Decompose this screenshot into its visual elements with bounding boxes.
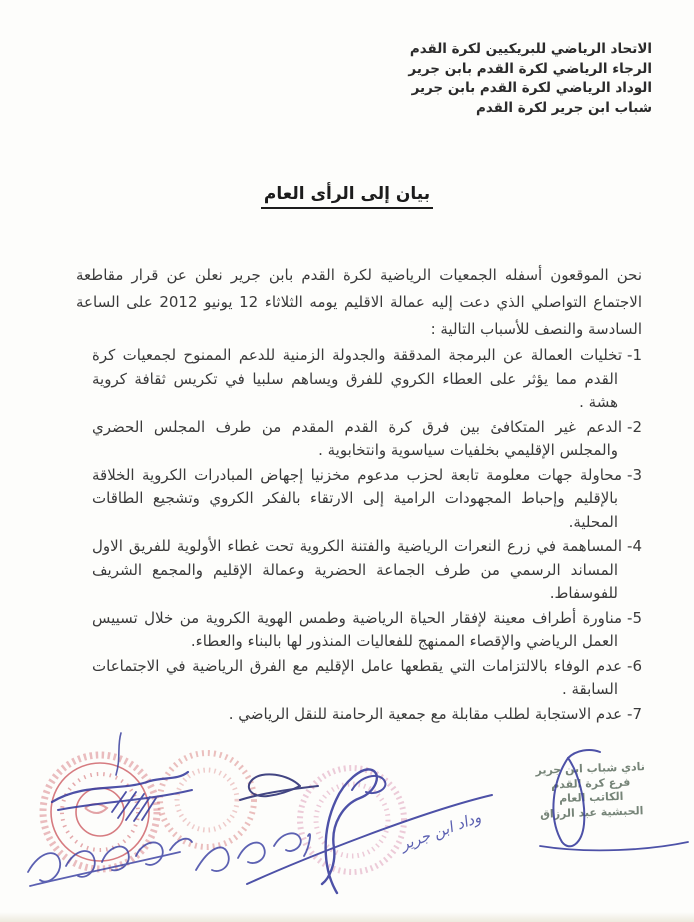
reason-text: محاولة جهات معلومة تابعة لحزب مدعوم مخزنيا إجهاض المبادرات الكروية الخلاقة بالإقليم وإحباط المجهودات الرامية إلى الارتقاء بالفكر الكروي وتشجيع الطاقات المحلية.: [92, 465, 623, 531]
reason-number: 2-: [627, 417, 642, 436]
stamp-club-name: نادي شباب ابن جرير: [535, 760, 646, 777]
statement-title: بيان إلى الرأى العام: [261, 184, 433, 209]
reasons-list: [92, 344, 642, 727]
club-name: الاتحاد الرياضي للبريكيين لكرة القدم: [409, 41, 652, 57]
club-name: شباب ابن جرير لكرة القدم: [475, 99, 652, 116]
reason-number: 1-: [627, 346, 642, 364]
handwritten-club-note: وداد ابن جرير: [398, 808, 484, 854]
club-ink-stamp-text: [515, 759, 667, 822]
reason-item: [92, 655, 642, 702]
reason-text: الدعم غير المتكافئ بين فرق كرة القدم المقدم من طرف المجلس الحضري والمجلس الإقليمي بخلفيات سياسوية وانتخابوية .: [92, 417, 623, 459]
round-stamp-left: [43, 755, 157, 869]
stamp-section: فرع كرة القدم: [550, 775, 631, 791]
reason-number: 6-: [627, 656, 642, 675]
pen-tick-mark: [116, 733, 121, 775]
round-stamp-center-left: [160, 753, 254, 847]
club-name: الرجاء الرياضي لكرة القدم بابن جرير: [408, 60, 652, 77]
reason-text: المساهمة في زرع النعرات الرياضية والفتنة الكروية تحت غطاء الأولوية للفريق الاول المساند الرسمي من طرف الجماعة الحضرية وعمالة الإقليم والمجمع الشريف للفوسفاط.: [92, 537, 623, 602]
signature-center-left: [240, 774, 318, 800]
reason-item: [92, 607, 642, 654]
reason-item: [92, 416, 642, 463]
signature-stamp-layer: [0, 730, 694, 922]
signature-left: [52, 772, 192, 821]
reason-number: 7-: [627, 704, 642, 723]
intro-paragraph: نحن الموقعون أسفله الجمعيات الرياضية لكرة القدم بابن جرير نعلن عن قرار مقاطعة الاجتماع التواصلي الذي دعت إليه عمالة الاقليم يومه الثلاثاء 12 يونيو 2012 على الساعة السادسة والنصف للأسباب التالية :: [76, 266, 642, 338]
reason-text: عدم الوفاء بالالتزامات التي يقطعها عامل الإقليم مع الفرق الرياضية في الاجتماعات السابقة .: [92, 656, 623, 698]
reason-text: تخليات العمالة عن البرمجة المدققة والجدولة الزمنية للدعم الممنوح لجمعيات كرة القدم مما يؤثر على العطاء الكروي للفرق ويساهم سلبيا في تكريس ثقافة كروية هشة .: [92, 346, 623, 411]
header-club-list: [408, 40, 652, 118]
reason-number: 5-: [627, 608, 642, 627]
reason-number: 4-: [627, 537, 642, 555]
reason-item: [92, 464, 642, 535]
reason-text: مناورة أطراف معينة لإفقار الحياة الرياضية وطمس الهوية الكروية من خلال تسييس العمل الرياضي والإقصاء الممنهج للفعاليات المنذور لها بالبناء والعطاء.: [92, 608, 623, 650]
reason-item: [92, 535, 642, 606]
reason-number: 3-: [627, 465, 642, 484]
stamp-person-name: الحبشية عبد الرزاق: [539, 803, 644, 821]
reason-item: [92, 344, 642, 415]
stamp-role: الكاتب العام: [558, 789, 624, 806]
handwritten-scribble-center: [196, 833, 310, 871]
club-name: الوداد الرياضي لكرة القدم بابن جرير: [411, 80, 652, 96]
title-row: [0, 184, 694, 209]
scan-bottom-edge: [0, 912, 694, 922]
reason-item: [92, 703, 642, 727]
handwritten-scribble-left: [28, 839, 192, 886]
reason-text: عدم الاستجابة لطلب مقابلة مع جمعية الرحامنة للنقل الرياضي .: [228, 704, 623, 723]
